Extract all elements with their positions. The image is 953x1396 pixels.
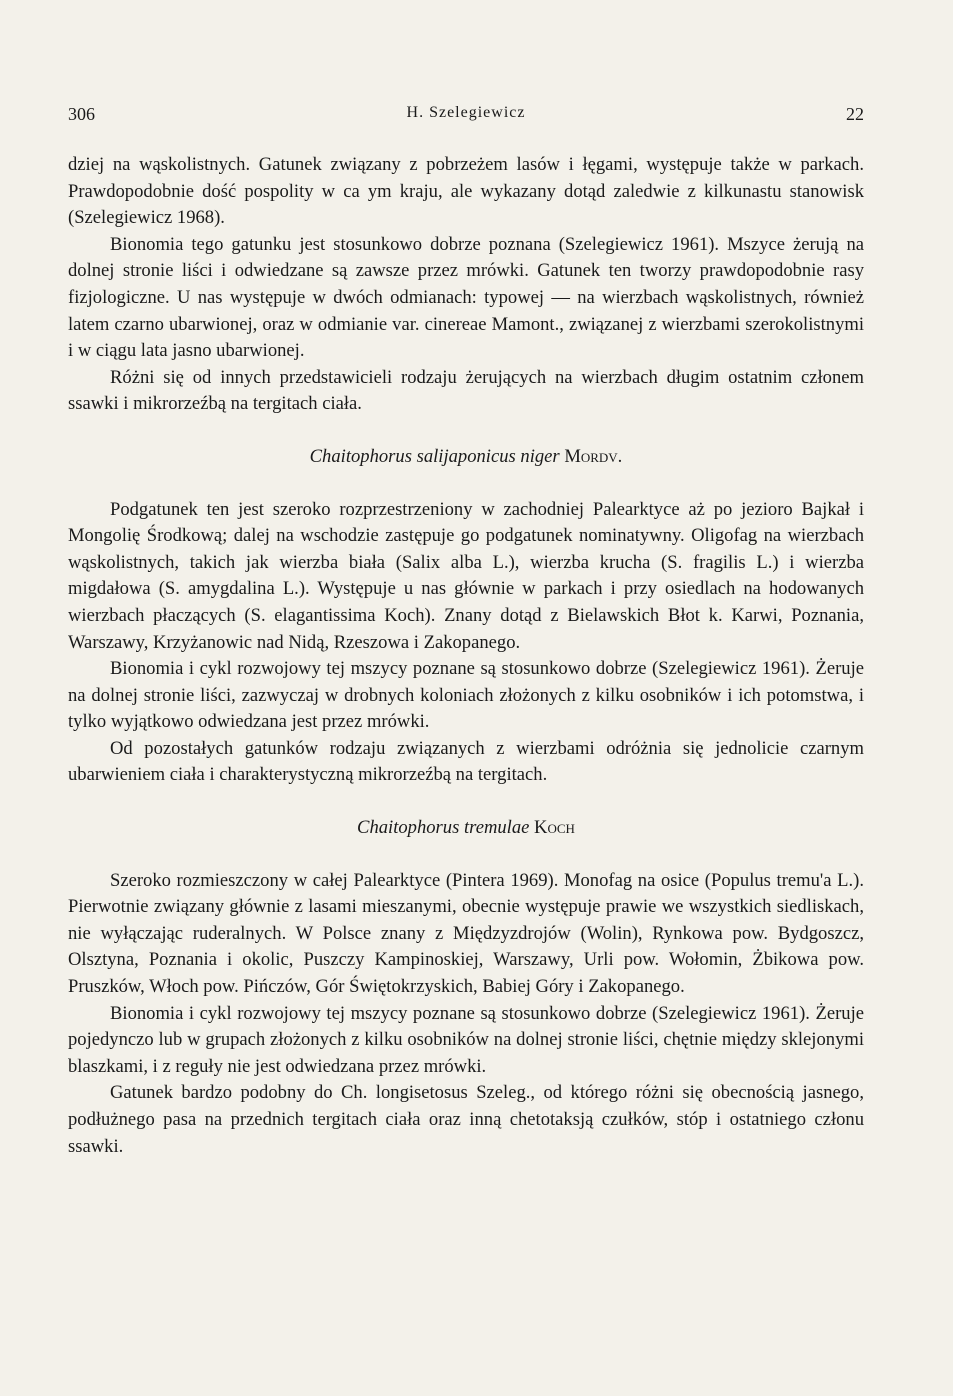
page-number-left: 306 — [68, 104, 95, 124]
species-name: Chaitophorus tremulae — [357, 817, 530, 839]
species-name: Chaitophorus salijaponicus niger — [309, 445, 560, 467]
page-number-right: 22 — [846, 104, 864, 124]
paragraph: Szeroko rozmieszczony w całej Palearktyce (Pintera 1969). Monofag na osice (Populus tremu'a L.). Pierwotnie związany głównie z lasami mieszanymi, obecnie występuje prawie we wszystkich siedliskach, nie wyłączając ruderalnych. W Polsce znany z Międzyzdrojów (Wolin), Rynkowa pow. Bydgoszcz, Olsztyna, Poznania i okolic, Puszczy Kampinoskiej, Warszawy, Urli pow. Wołomin, Żbikowa pow. Pruszków, Włoch pow. Pińczów, Gór Świętokrzyskich, Babiej Góry i Zakopanego. — [68, 869, 864, 998]
paragraph: Różni się od innych przedstawicieli rodzaju żerujących na wierzbach długim ostatnim członem ssawki i mikrorzeźbą na tergitach ciała. — [68, 366, 864, 415]
paragraph: Bionomia tego gatunku jest stosunkowo dobrze poznana (Szelegiewicz 1961). Mszyce żerują na dolnej stronie liści i odwiedzane są zawsze przez mrówki. Gatunek ten tworzy prawdopodobnie rasy fizjologiczne. U nas występuje w dwóch odmianach: typowej — na wierzbach wąskolistnych, również latem czarno ubarwionej, oraz w odmianie var. cinereae Mamont., związanej z wierzbami szerokolistnymi i w ciągu lata jasno ubarwionej. — [68, 233, 864, 362]
paragraph: Bionomia i cykl rozwojowy tej mszycy poznane są stosunkowo dobrze (Szelegiewicz 1961). Żeruje na dolnej stronie liści, zazwyczaj w drobnych koloniach złożonych z kilku osobników i ich potomstwa, i tylko wyjątkowo odwiedzana jest przez mrówki. — [68, 658, 864, 733]
species-heading — [68, 418, 864, 497]
paragraph: Bionomia i cykl rozwojowy tej mszycy poznane są stosunkowo dobrze (Szelegiewicz 1961). Żeruje pojedynczo lub w grupach złożonych z kilku osobników na dolnej stronie liści, chętnie między sklejonymi blaszkami, i z reguły nie jest odwiedzana przez mrówki. — [68, 1002, 864, 1077]
species-author: Mordv. — [564, 445, 623, 467]
paragraph: Podgatunek ten jest szeroko rozprzestrzeniony w zachodniej Palearktyce aż po jezioro Bajkał i Mongolię Środkową; dalej na wschodzie zastępuje go podgatunek nominatywny. Oligofag na wierzbach wąskolistnych, takich jak wierzba biała (Salix alba L.), wierzba krucha (S. fragilis L.) i wierzba migdałowa (S. amygdalina L.). Występuje u nas głównie w parkach i przy osiedlach na hodowanych wierzbach płaczących (S. elagantissima Koch). Znany dotąd z Bielawskich Błot k. Karwi, Poznania, Warszawy, Krzyżanowic nad Nidą, Rzeszowa i Zakopanego. — [68, 498, 864, 653]
running-title: H. Szelegiewicz — [406, 104, 526, 121]
article-body — [68, 152, 864, 1160]
page-header — [68, 104, 864, 128]
paragraph: dziej na wąskolistnych. Gatunek związany z pobrzeżem lasów i łęgami, występuje także w parkach. Prawdopodobnie dość pospolity w ca ym kraju, ale wykazany dotąd zaledwie z kilkunastu stanowisk (Szelegiewicz 1968). — [68, 154, 864, 229]
species-heading — [68, 789, 864, 868]
paragraph: Gatunek bardzo podobny do Ch. longisetosus Szeleg., od którego różni się obecnością jasnego, podłużnego pasa na przednich tergitach ciała oraz inną chetotaksją czułków, stóp i ostatniego członu ssawki. — [68, 1082, 864, 1157]
paragraph: Od pozostałych gatunków rodzaju związanych z wierzbami odróżnia się jednolicie czarnym ubarwieniem ciała i charakterystyczną mikrorzeźbą na tergitach. — [68, 737, 864, 786]
species-author: Koch — [534, 817, 575, 839]
